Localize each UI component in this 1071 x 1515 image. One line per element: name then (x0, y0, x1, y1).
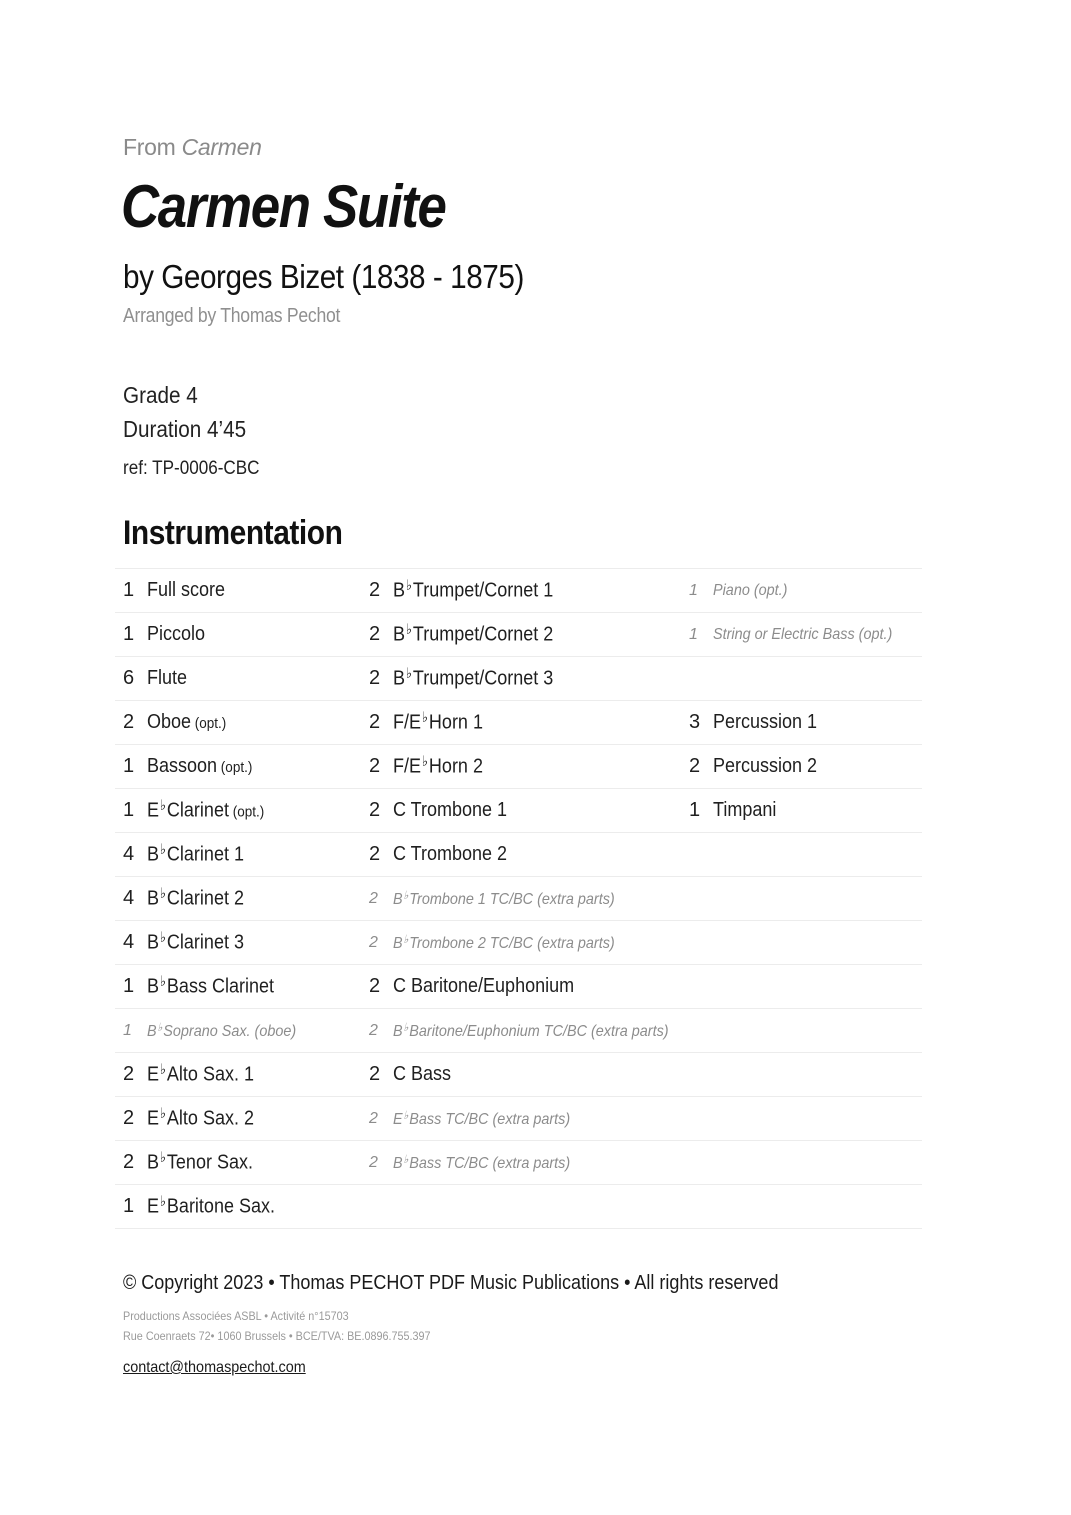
instrument-key: B (147, 1023, 157, 1041)
instrument-name (393, 932, 615, 953)
instrument-name (393, 754, 483, 778)
instrument-entry (369, 701, 493, 744)
instrument-label: Trombone 2 TC/BC (extra parts) (409, 935, 615, 953)
instrument-name (147, 886, 244, 910)
instrument-quantity: 2 (369, 933, 378, 951)
instrument-name (393, 1020, 669, 1041)
flat-sign-icon: ♭ (405, 666, 413, 683)
instrument-name (147, 623, 205, 646)
instrument-name (393, 666, 553, 690)
instrument-name (393, 975, 574, 998)
instrument-entry (689, 569, 796, 612)
instrument-row (115, 832, 922, 876)
instrument-label: C Trombone 1 (393, 799, 508, 821)
instrument-entry (123, 745, 264, 788)
optional-note: (opt.) (228, 803, 265, 821)
instrument-quantity: 2 (369, 843, 381, 865)
instrument-key: E (147, 1063, 160, 1086)
instrument-name (713, 755, 817, 778)
flat-sign-icon: ♭ (157, 1021, 163, 1034)
instrument-quantity: 1 (123, 1021, 132, 1039)
reference-code: ref: TP-0006-CBC (123, 458, 260, 479)
instrument-label: Bass Clarinet (166, 975, 274, 998)
instrument-row (115, 1140, 922, 1184)
instrument-key: B (147, 1151, 160, 1174)
instrument-name (393, 1152, 570, 1173)
instrument-name (147, 1106, 254, 1130)
instrument-entry (369, 1097, 590, 1140)
instrument-row (115, 1008, 922, 1052)
instrument-entry (369, 1009, 699, 1052)
instrument-name (713, 582, 787, 600)
instrument-key: B (393, 1023, 403, 1041)
instrument-quantity: 2 (369, 975, 381, 997)
instrument-label: Bass TC/BC (extra parts) (409, 1111, 571, 1129)
instrument-quantity: 1 (123, 975, 135, 997)
instrument-row (115, 1052, 922, 1096)
instrument-row (115, 568, 922, 612)
instrument-label: Baritone/Euphonium TC/BC (extra parts) (409, 1023, 669, 1041)
instrument-name (147, 1194, 275, 1218)
instrument-label: Clarinet 1 (166, 843, 244, 866)
instrument-quantity: 2 (369, 1063, 381, 1085)
legal-line-1: Productions Associées ASBL • Activité n°15703 (123, 1309, 349, 1323)
flat-sign-icon: ♭ (403, 889, 409, 902)
copyright-line: © Copyright 2023 • Thomas PECHOT PDF Music Publications • All rights reserved (123, 1272, 779, 1294)
instrument-entry (369, 613, 571, 656)
instrument-label: Baritone Sax. (166, 1195, 275, 1218)
instrument-name (147, 1020, 296, 1041)
instrument-name (393, 578, 553, 602)
instrument-entry (369, 1141, 590, 1184)
instrument-key: E (409, 755, 422, 778)
instrument-name (147, 974, 274, 998)
instrument-name (713, 626, 892, 644)
instrument-name (393, 1108, 570, 1129)
instrument-name (393, 843, 507, 866)
instrument-label: Clarinet 3 (166, 931, 244, 954)
instrumentation-table (115, 568, 922, 1229)
instrument-row (115, 876, 922, 920)
instrument-label: Trombone 1 TC/BC (extra parts) (409, 891, 615, 909)
instrument-row (115, 1184, 922, 1229)
optional-note: (opt.) (191, 715, 227, 732)
legal-line-2: Rue Coenraets 72• 1060 Brussels • BCE/TVA: BE.0896.755.397 (123, 1329, 431, 1343)
instrument-label: Clarinet 2 (166, 887, 244, 910)
instrument-quantity: 2 (123, 1151, 135, 1173)
instrument-name (147, 711, 226, 734)
instrument-name (147, 667, 187, 690)
instrument-entry (369, 657, 571, 700)
instrument-name (147, 930, 244, 954)
instrument-quantity: 2 (123, 1107, 135, 1129)
instrument-key: B (393, 667, 406, 690)
flat-sign-icon: ♭ (159, 1194, 167, 1211)
instrument-key: B (393, 623, 406, 646)
instrument-entry (369, 745, 493, 788)
instrument-entry (369, 965, 594, 1008)
instrument-quantity: 4 (123, 887, 135, 909)
instrument-key: E (147, 799, 160, 822)
instrument-quantity: 2 (369, 1109, 378, 1127)
from-prefix: From (123, 134, 176, 160)
instrument-row (115, 612, 922, 656)
instrument-entry (689, 745, 829, 788)
instrument-quantity: 4 (123, 843, 135, 865)
instrument-quantity: 2 (369, 579, 381, 601)
instrument-name (147, 755, 252, 778)
instrument-key: E (393, 1111, 403, 1129)
instrument-quantity: 2 (369, 1021, 378, 1039)
duration: Duration 4’45 (123, 416, 247, 442)
instrument-quantity: 2 (369, 711, 381, 733)
instrument-entry (123, 1141, 265, 1184)
instrument-label: Percussion 2 (713, 755, 818, 777)
instrument-name (393, 1063, 451, 1086)
instrument-entry (123, 613, 211, 656)
instrument-key: B (147, 975, 160, 998)
instrument-entry (369, 921, 639, 964)
instrument-entry (123, 657, 191, 700)
instrument-row (115, 1096, 922, 1140)
flat-sign-icon: ♭ (159, 1150, 167, 1167)
instrument-quantity: 2 (369, 889, 378, 907)
instrument-quantity: 1 (689, 581, 698, 599)
instrument-label: Trumpet/Cornet 3 (412, 667, 554, 690)
instrument-entry (123, 965, 288, 1008)
instrument-quantity: 2 (369, 623, 381, 645)
instrument-key: B (393, 935, 403, 953)
instrument-quantity: 1 (123, 799, 135, 821)
instrument-key: B (393, 579, 406, 602)
instrument-name (393, 799, 507, 822)
instrument-entry (123, 1053, 266, 1096)
instrument-row (115, 744, 922, 788)
flat-sign-icon: ♭ (421, 710, 429, 727)
flat-sign-icon: ♭ (159, 798, 167, 815)
instrument-label: C Bass (393, 1063, 452, 1085)
instrument-key: E (147, 1107, 160, 1130)
flat-sign-icon: ♭ (159, 974, 167, 991)
flat-sign-icon: ♭ (159, 930, 167, 947)
instrument-quantity: 2 (369, 755, 381, 777)
instrument-name (713, 799, 776, 822)
instrument-name (147, 1150, 253, 1174)
instrument-label: Flute (147, 667, 188, 689)
instrument-entry (369, 789, 520, 832)
instrument-quantity: 2 (123, 1063, 135, 1085)
instrument-key: B (393, 891, 403, 909)
instrument-entry (123, 569, 234, 612)
instrument-entry (123, 833, 255, 876)
instrument-name (393, 710, 483, 734)
instrument-label: Piccolo (147, 623, 206, 645)
instrument-quantity: 2 (369, 1153, 378, 1171)
instrument-quantity: 1 (689, 799, 701, 821)
instrument-quantity: 1 (123, 579, 135, 601)
instrument-label: Trumpet/Cornet 1 (412, 579, 554, 602)
instrument-label: Timpani (713, 799, 777, 821)
flat-sign-icon: ♭ (403, 1153, 409, 1166)
instrument-quantity: 2 (369, 799, 381, 821)
instrument-row (115, 964, 922, 1008)
instrument-label: Piano (opt.) (713, 581, 788, 599)
instrumentation-heading: Instrumentation (123, 514, 343, 552)
flat-sign-icon: ♭ (403, 933, 409, 946)
instrument-key: B (393, 1155, 403, 1173)
instrument-quantity: 1 (123, 755, 135, 777)
instrument-label: String or Electric Bass (opt.) (713, 625, 893, 643)
instrument-label: C Trombone 2 (393, 843, 508, 865)
instrument-label: Clarinet (166, 799, 229, 822)
instrument-key: E (409, 711, 422, 734)
instrument-key-prefix: F/ (393, 755, 410, 778)
instrument-name (393, 888, 615, 909)
instrument-quantity: 2 (369, 667, 381, 689)
instrument-entry (123, 877, 255, 920)
from-work: Carmen (181, 134, 262, 160)
instrument-quantity: 2 (689, 755, 701, 777)
instrument-label: Tenor Sax. (166, 1151, 253, 1174)
instrument-quantity: 3 (689, 711, 701, 733)
instrument-label: Horn 1 (428, 711, 483, 734)
instrument-label: Trumpet/Cornet 2 (412, 623, 554, 646)
instrument-label: Horn 2 (428, 755, 483, 778)
flat-sign-icon: ♭ (405, 578, 413, 595)
instrument-quantity: 1 (123, 623, 135, 645)
grade: Grade 4 (123, 382, 198, 408)
composer-line: by Georges Bizet (1838 - 1875) (123, 258, 524, 295)
instrument-entry (369, 833, 520, 876)
instrument-entry (689, 613, 912, 656)
instrument-entry (123, 921, 255, 964)
instrument-label: Percussion 1 (713, 711, 818, 733)
instrument-label: Alto Sax. 2 (166, 1107, 254, 1130)
flat-sign-icon: ♭ (159, 1106, 167, 1123)
instrument-key: B (147, 843, 160, 866)
instrument-quantity: 1 (123, 1195, 135, 1217)
instrument-entry (123, 1009, 313, 1052)
flat-sign-icon: ♭ (159, 842, 167, 859)
instrument-name (147, 842, 244, 866)
flat-sign-icon: ♭ (403, 1109, 409, 1122)
instrument-key: B (147, 887, 160, 910)
instrument-name (393, 622, 553, 646)
flat-sign-icon: ♭ (403, 1021, 409, 1034)
instrument-entry (123, 789, 277, 832)
instrument-key: B (147, 931, 160, 954)
instrument-entry (123, 1097, 266, 1140)
instrument-key-prefix: F/ (393, 711, 410, 734)
instrument-entry (369, 1053, 457, 1096)
flat-sign-icon: ♭ (405, 622, 413, 639)
instrument-label: Bass TC/BC (extra parts) (409, 1155, 571, 1173)
instrument-entry (369, 569, 571, 612)
instrument-name (147, 579, 225, 602)
instrument-label: Alto Sax. 1 (166, 1063, 254, 1086)
instrument-label: Soprano Sax. (oboe) (163, 1023, 297, 1041)
instrument-name (147, 1062, 254, 1086)
instrument-row (115, 656, 922, 700)
instrument-quantity: 6 (123, 667, 135, 689)
optional-note: (opt.) (217, 759, 253, 776)
instrument-row (115, 920, 922, 964)
contact-email-link[interactable]: contact@thomaspechot.com (123, 1359, 306, 1376)
instrument-label: Full score (147, 579, 226, 601)
instrument-quantity: 2 (123, 711, 135, 733)
flat-sign-icon: ♭ (421, 754, 429, 771)
instrument-label: Oboe (147, 711, 192, 733)
instrument-label: C Baritone/Euphonium (393, 975, 575, 997)
instrument-row (115, 700, 922, 744)
instrument-label: Bassoon (147, 755, 218, 777)
flat-sign-icon: ♭ (159, 1062, 167, 1079)
instrument-entry (689, 789, 783, 832)
instrument-quantity: 1 (689, 625, 698, 643)
instrument-entry (123, 701, 235, 744)
flat-sign-icon: ♭ (159, 886, 167, 903)
from-line (123, 134, 262, 161)
instrument-name (147, 798, 264, 822)
instrument-entry (123, 1185, 289, 1228)
arranger-line: Arranged by Thomas Pechot (123, 305, 341, 327)
page-title: Carmen Suite (121, 173, 446, 240)
instrument-name (713, 711, 817, 734)
instrument-quantity: 4 (123, 931, 135, 953)
instrument-entry (689, 701, 829, 744)
instrument-key: E (147, 1195, 160, 1218)
instrument-entry (369, 877, 639, 920)
instrument-row (115, 788, 922, 832)
